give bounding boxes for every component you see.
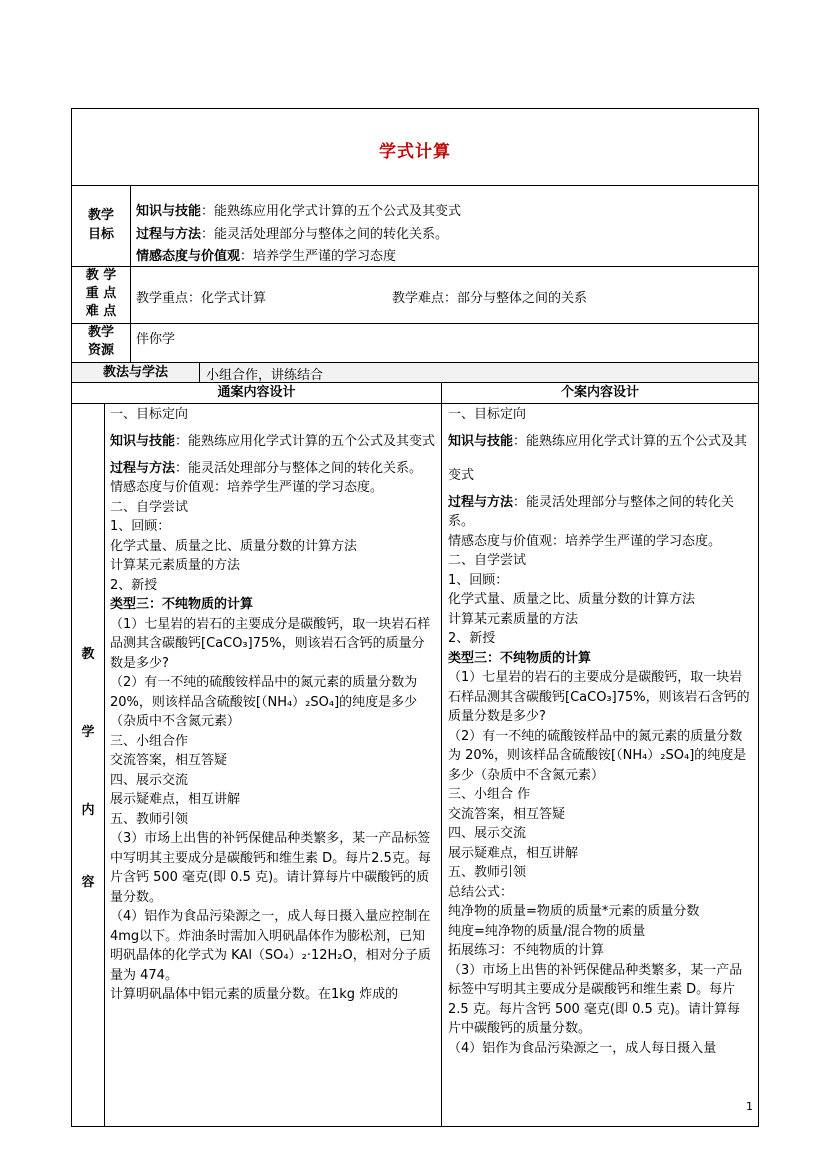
page-title: 学式计算 <box>379 142 451 162</box>
section-text: 展示疑难点，相互讲解 <box>110 792 241 807</box>
formula-1: 纯净物的质量=物质的质量*元素的质量分数 <box>448 904 700 919</box>
review-item: 计算某元素质量的方法 <box>110 558 241 573</box>
key-points-row <box>72 267 758 324</box>
individual-content <box>448 405 752 1058</box>
side-label-4: 容 <box>81 875 95 890</box>
attitude: 情感态度与价值观：培养学生严谨的学习态度。 <box>110 480 384 495</box>
title-row <box>72 109 758 186</box>
objective-knowledge: 知识与技能：能熟练应用化学式计算的五个公式及其变式 <box>136 204 462 219</box>
side-label-1: 教 <box>81 647 95 662</box>
section-heading: 一、目标定向 <box>110 407 189 422</box>
summary-label: 总结公式： <box>448 884 514 900</box>
question-4: （4）铝作为食品污染源之一，成人每日摄入量应控制在 4mg以下。炸油条时需加入明矾晶体作为膨松剂，已知明矾晶体的化学式为 KAl（SO₄）₂·12H₂O，相对分子质量为 474。 <box>110 909 431 983</box>
question-2: （2）有一不纯的硫酸铵样品中的氮元素的质量分数为 20%，则该样品含硫酸铵[（NH₄）₂SO₄]的纯度是多少（杂质中不含氮元素） <box>110 675 418 729</box>
section-heading: 二、自学尝试 <box>110 499 189 515</box>
review-label: 1、回顾： <box>110 519 171 534</box>
section-text: 展示疑难点，相互讲解 <box>448 845 579 861</box>
objectives-row <box>72 186 758 267</box>
lesson-plan-table <box>71 108 759 1127</box>
section-heading: 四、展示交流 <box>448 826 527 841</box>
content-header-row <box>72 383 758 404</box>
attitude: 情感态度与价值观：培养学生严谨的学习态度。 <box>448 533 722 549</box>
teaching-focus: 教学重点：化学式计算 <box>136 291 267 306</box>
question-4: （4）铝作为食品污染源之一，成人每日摄入量 <box>448 1040 717 1056</box>
question-2: （2）有一不纯的硫酸铵样品中的氮元素的质量分数为 20%，则该样品含硫酸铵[（NH₄）₂SO₄]的纯度是多少（杂质中不含氮元素） <box>448 728 747 783</box>
question-4-continued: 计算明矾晶体中铝元素的质量分数。在1kg 炸成的 <box>110 987 399 1002</box>
section-heading: 三、小组合 作 <box>448 787 531 802</box>
review-item: 化学式量、质量之比、质量分数的计算方法 <box>110 538 358 554</box>
type-heading: 类型三：不纯物质的计算 <box>448 650 592 666</box>
resources-value: 伴你学 <box>136 332 176 347</box>
knowledge-skill: 知识与技能：能熟练应用化学式计算的五个公式及其变式 <box>110 433 436 449</box>
review-item: 计算某元素质量的方法 <box>448 611 579 627</box>
new-lesson: 2、新授 <box>110 577 158 593</box>
question-1: （1）七星岩的岩石的主要成分是碳酸钙，取一块岩石样品测其含碳酸钙[CaCO₃]75%，则该岩石含钙的质量分数是多少? <box>448 670 750 724</box>
section-heading: 三、小组合作 <box>110 733 189 749</box>
resources-row <box>72 324 758 363</box>
question-1: （1）七星岩的岩石的主要成分是碳酸钙，取一块岩石样品测其含碳酸钙[CaCO₃]75%，则该岩石含钙的质量分数是多少? <box>110 616 431 671</box>
section-heading: 四、展示交流 <box>110 772 189 788</box>
common-content <box>110 405 436 1005</box>
process-method: 过程与方法：能灵活处理部分与整体之间的转化关系。 <box>110 460 423 476</box>
methods-value: 小组合作，讲练结合 <box>206 368 324 383</box>
review-item: 化学式量、质量之比、质量分数的计算方法 <box>448 592 696 607</box>
resources-label: 教学 资源 <box>87 325 114 358</box>
common-design-header: 通案内容设计 <box>217 385 296 400</box>
extension-practice: 拓展练习：不纯物质的计算 <box>448 943 605 958</box>
objectives-label: 教学 目标 <box>87 208 114 242</box>
question-3: （3）市场上出售的补钙保健品种类繁多，某一产品标签中写明其主要成分是碳酸钙和维生素 D。每片 2.5 克。每片含钙 500 毫克(即 0.5 克)。请计算每片中碳酸钙的质量分数。 <box>448 962 743 1036</box>
knowledge-skill: 知识与技能：能熟练应用化学式计算的五个公式及其变式 <box>448 433 748 483</box>
teaching-difficulty: 教学难点：部分与整体之间的关系 <box>392 291 588 306</box>
side-label-2: 学 <box>81 725 95 740</box>
section-text: 交流答案，相互答疑 <box>448 806 566 822</box>
formula-2: 纯度=纯净物的质量/混合物的质量 <box>448 923 646 939</box>
objective-process: 过程与方法：能灵活处理部分与整体之间的转化关系。 <box>136 227 449 242</box>
methods-label: 教法与学法 <box>102 365 168 380</box>
new-lesson: 2、新授 <box>448 631 496 646</box>
methods-row <box>72 363 758 383</box>
individual-design-header: 个案内容设计 <box>560 385 639 400</box>
section-heading: 五、教师引领 <box>448 865 527 880</box>
key-points-label: 教 学 重 点 难 点 <box>85 268 117 319</box>
process-method: 过程与方法：能灵活处理部分与整体之间的转化关系。 <box>448 494 735 529</box>
section-heading: 二、自学尝试 <box>448 553 527 568</box>
review-label: 1、回顾： <box>448 572 509 588</box>
objective-attitude: 情感态度与价值观：培养学生严谨的学习态度 <box>136 249 397 264</box>
section-text: 交流答案，相互答疑 <box>110 753 228 768</box>
section-heading: 五、教师引领 <box>110 811 189 827</box>
page-number: 1 <box>746 1100 753 1113</box>
question-3: （3）市场上出售的补钙保健品种类繁多，某一产品标签中写明其主要成分是碳酸钙和维生素 D。每片2.5克。每片含钙 500 毫克(即 0.5 克)。请计算每片中碳酸钙的质量分数。 <box>110 831 431 905</box>
type-heading: 类型三：不纯物质的计算 <box>110 597 254 612</box>
section-heading: 一、目标定向 <box>448 407 527 422</box>
side-label-3: 内 <box>81 803 95 818</box>
